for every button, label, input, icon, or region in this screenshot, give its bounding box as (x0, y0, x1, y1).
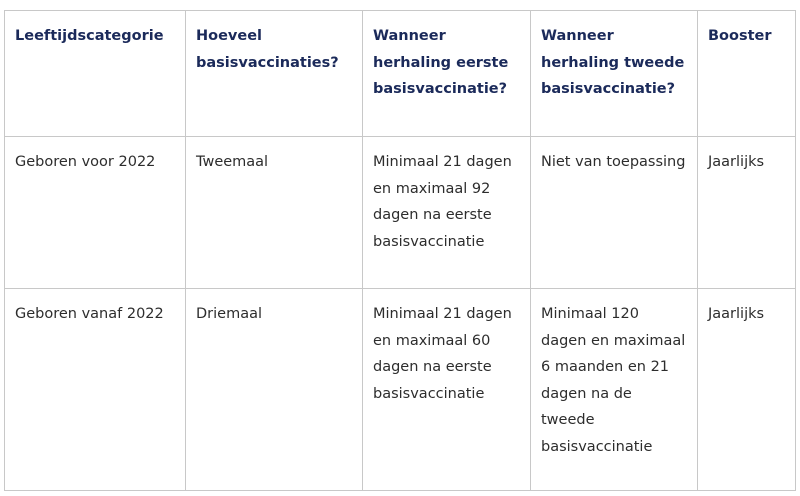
cell-repeat-first: Minimaal 21 dagen en maximaal 92 dagen na eerste basisvaccinatie (363, 137, 531, 289)
cell-repeat-second: Niet van toepassing (531, 137, 698, 289)
cell-age-category: Geboren voor 2022 (5, 137, 186, 289)
header-number-of-basic-vaccinations: Hoeveel basisvaccinaties? (186, 11, 363, 137)
cell-booster: Jaarlijks (698, 289, 796, 491)
header-booster: Booster (698, 11, 796, 137)
header-repeat-second-basic-vaccination: Wanneer herhaling tweede basisvaccinatie? (531, 11, 698, 137)
cell-age-category: Geboren vanaf 2022 (5, 289, 186, 491)
header-age-category: Leeftijdscategorie (5, 11, 186, 137)
table-row (5, 289, 796, 491)
cell-repeat-first: Minimaal 21 dagen en maximaal 60 dagen na eerste basisvaccinatie (363, 289, 531, 491)
cell-vaccination-count: Tweemaal (186, 137, 363, 289)
header-repeat-first-basic-vaccination: Wanneer herhaling eerste basisvaccinatie? (363, 11, 531, 137)
table-header-row (5, 11, 796, 137)
cell-booster: Jaarlijks (698, 137, 796, 289)
cell-vaccination-count: Driemaal (186, 289, 363, 491)
vaccination-schedule-table (4, 10, 796, 491)
table-row (5, 137, 796, 289)
cell-repeat-second: Minimaal 120 dagen en maximaal 6 maanden en 21 dagen na de tweede basisvaccinatie (531, 289, 698, 491)
